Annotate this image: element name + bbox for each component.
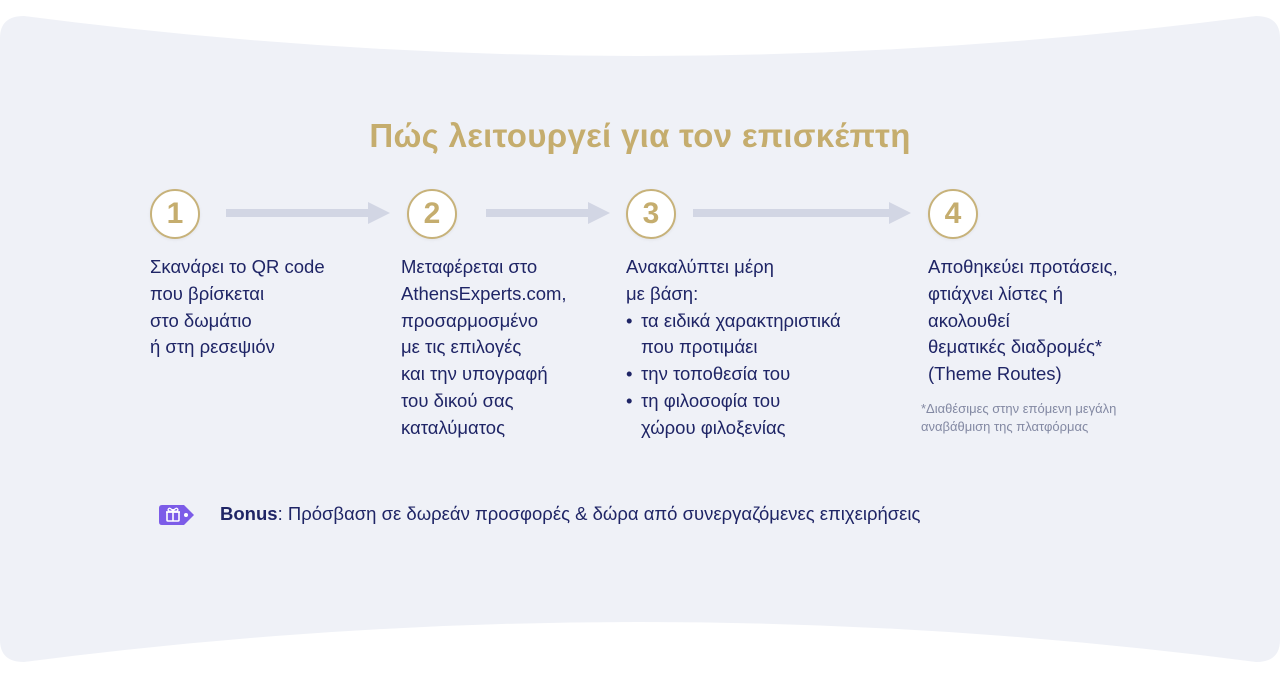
bullet-dot: •	[626, 363, 633, 385]
footnote-line: *Διαθέσιμες στην επόμενη μεγάλη	[921, 401, 1117, 416]
page-title: Πώς λειτουργεί για τον επισκέπτη	[369, 117, 911, 154]
step-2-line: του δικού σας	[401, 389, 514, 411]
step-2-line: Μεταφέρεται στο	[401, 256, 538, 277]
step-2-line: προσαρμοσμένο	[401, 309, 539, 331]
step-3-bullet	[626, 388, 841, 415]
step-3-bullet	[626, 308, 841, 335]
step-4-line: φτιάχνει λίστες ή	[928, 282, 1063, 304]
step-1-number: 1	[150, 189, 200, 239]
arrow-right-icon	[693, 201, 911, 225]
step-4-number: 4	[928, 189, 978, 239]
bullet-continuation: που προτιμάει	[641, 336, 758, 358]
step-4-line: (Theme Routes)	[928, 363, 1062, 385]
bonus-text	[220, 503, 920, 525]
bullet-dot: •	[626, 389, 633, 411]
step-3-bullet	[626, 361, 841, 388]
step-3-intro-line: με βάση:	[626, 282, 699, 304]
step-3-number: 3	[626, 189, 676, 239]
step-2-number: 2	[407, 189, 457, 239]
step-2-line: με τις επιλογές	[401, 336, 522, 358]
footnote-line: αναβάθμιση της πλατφόρμας	[921, 419, 1089, 434]
bullet-text: τα ειδικά χαρακτηριστικά	[641, 309, 841, 331]
bonus-icon-wrap	[158, 500, 196, 530]
bonus-label: Bonus	[220, 503, 278, 524]
step-3-description	[626, 254, 841, 442]
step-1-line: ή στη ρεσεψιόν	[150, 336, 275, 358]
bullet-text: τη φιλοσοφία του	[641, 389, 781, 411]
bonus-description: : Πρόσβαση σε δωρεάν προσφορές & δώρα από συνεργαζόμενες επιχειρήσεις	[277, 503, 921, 524]
arrow-right-icon	[486, 201, 610, 225]
step-3-intro-line: Ανακαλύπτει μέρη	[626, 256, 774, 277]
step-2-line: AthensExperts.com,	[401, 282, 567, 304]
step-1-description	[150, 254, 325, 361]
step-1-line: Σκανάρει το QR code	[150, 256, 325, 277]
step-2-line: και την υπογραφή	[401, 363, 548, 385]
step-2-description	[401, 254, 567, 442]
step-4-line: θεματικές διαδρομές*	[928, 336, 1103, 358]
bullet-dot: •	[626, 309, 633, 331]
bullet-text: την τοποθεσία του	[641, 363, 791, 385]
bullet-continuation: χώρου φιλοξενίας	[641, 416, 786, 438]
footnote	[921, 400, 1116, 436]
step-4-description	[928, 254, 1118, 388]
step-4-line: ακολουθεί	[928, 309, 1010, 331]
step-1-line: στο δωμάτιο	[150, 309, 252, 331]
step-2-line: καταλύματος	[401, 416, 505, 438]
step-4-line: Αποθηκεύει προτάσεις,	[928, 256, 1118, 277]
gift-tag-icon	[158, 503, 196, 527]
arrow-right-icon	[226, 201, 390, 225]
step-1-line: που βρίσκεται	[150, 282, 265, 304]
